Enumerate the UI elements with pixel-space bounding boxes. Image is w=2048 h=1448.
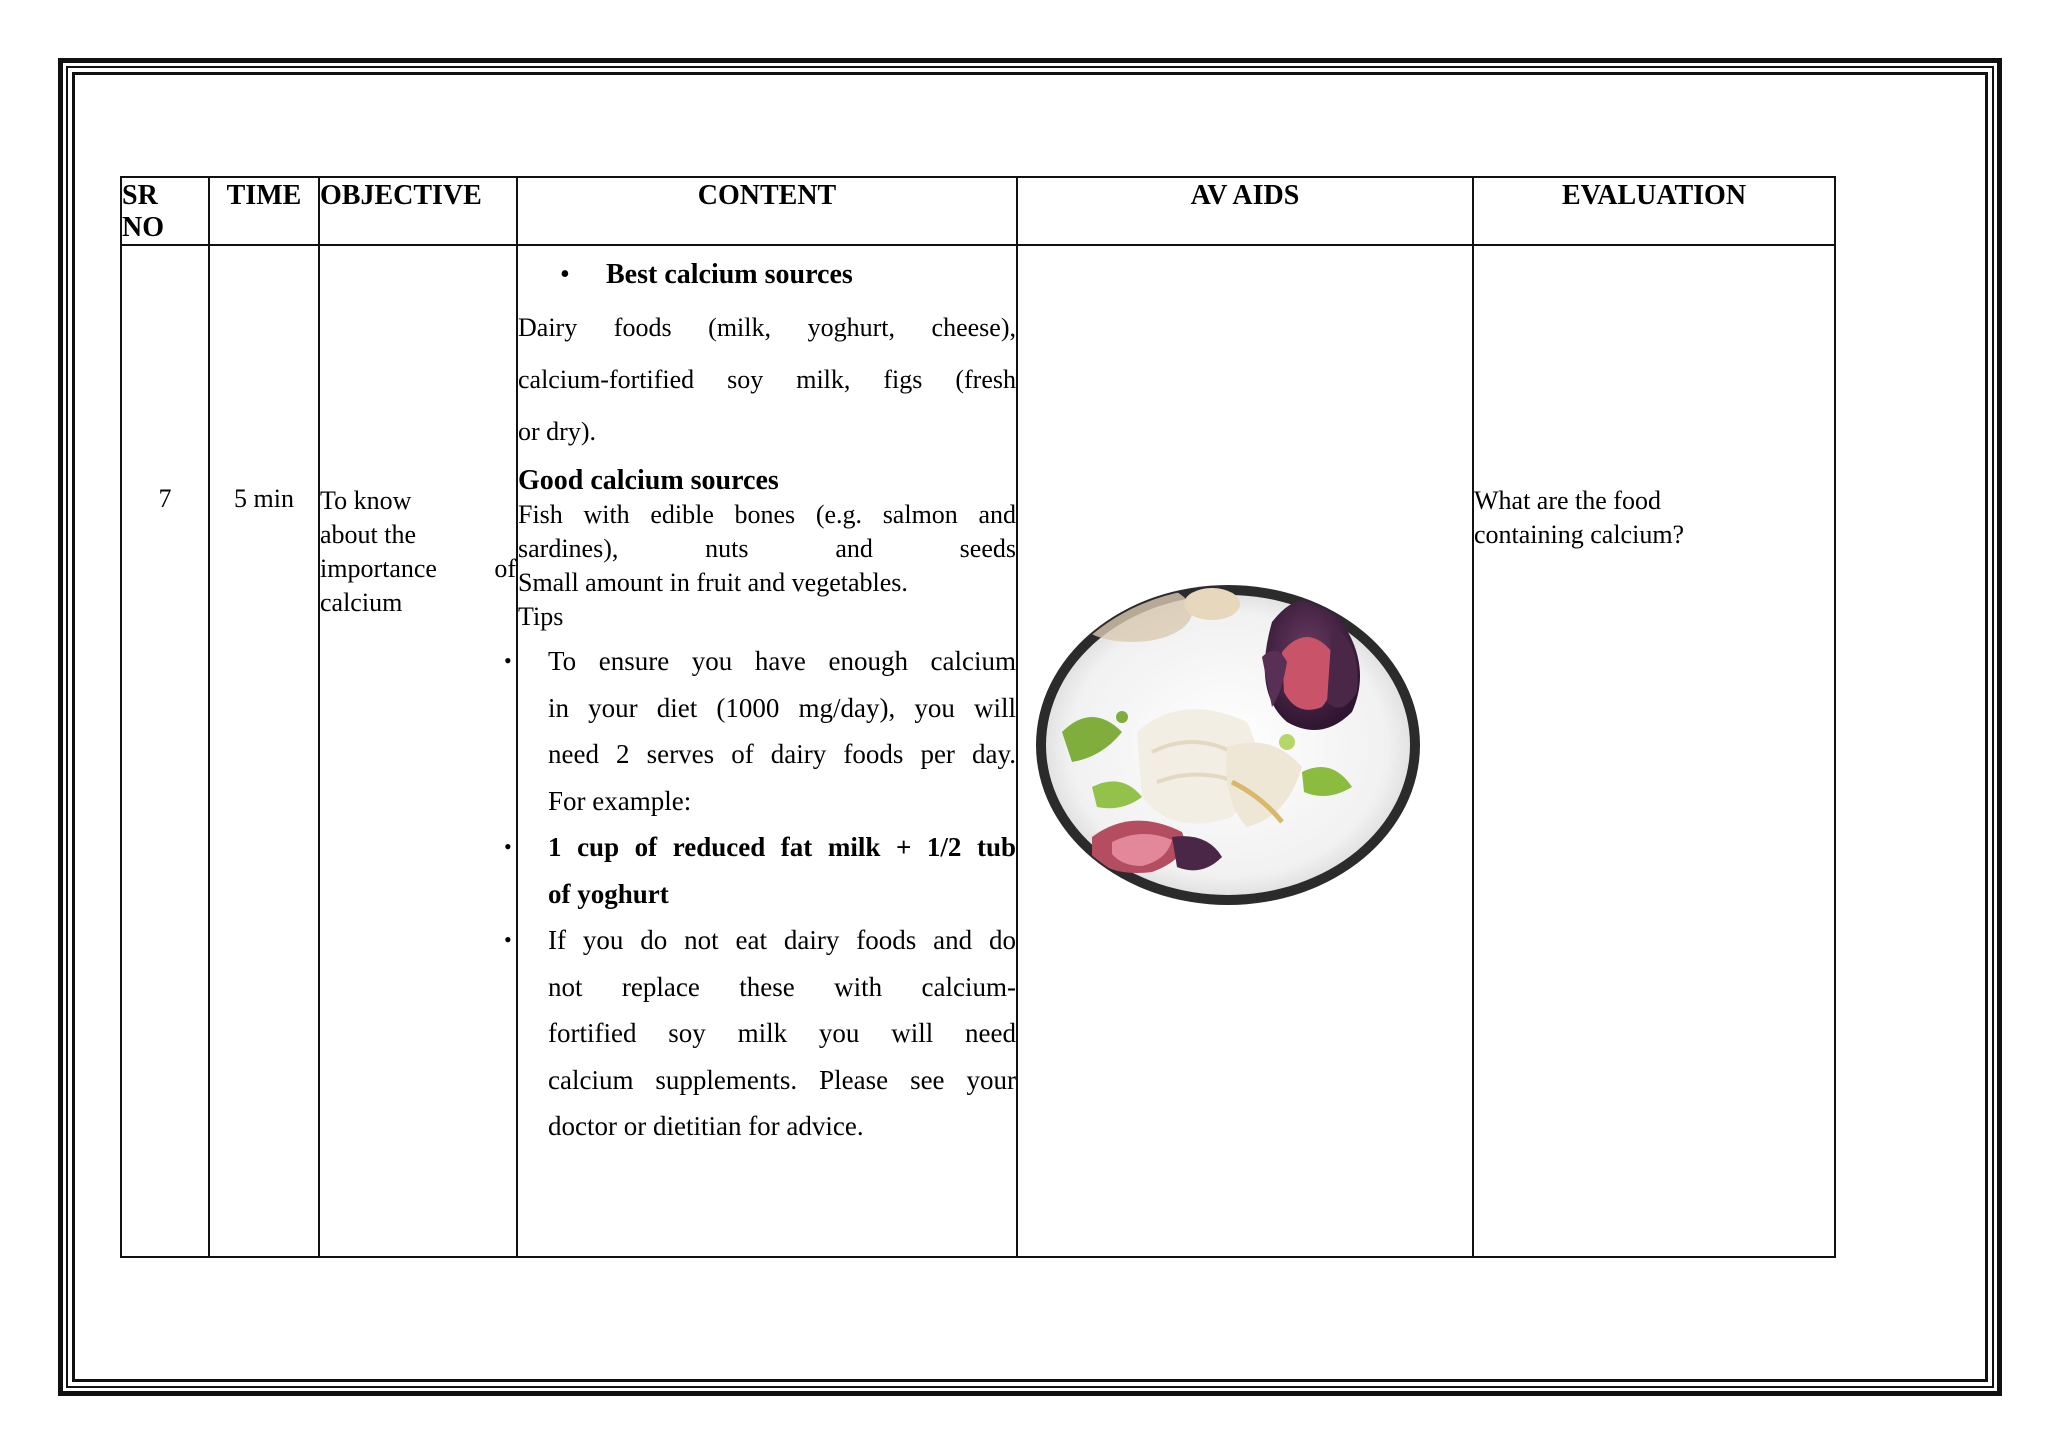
header-sr-no: SR NO <box>121 177 209 245</box>
tips-list <box>504 638 1016 1150</box>
list-item: • If you do not eat dairy foods and do not replace these with calcium- fortified soy milk you will need calcium supplements. Please see your doctor or dietitian for advice. <box>518 917 1016 1150</box>
bullet-icon: • <box>504 834 512 859</box>
tips-label: Tips <box>518 602 564 631</box>
evaluation-cell <box>1473 245 1835 1257</box>
bullet-icon: • <box>504 927 512 952</box>
header-av-aids: AV AIDS <box>1017 177 1473 245</box>
table-row <box>121 245 1835 1257</box>
header-objective: OBJECTIVE <box>319 177 517 245</box>
good-sources-text: Fish with edible bones (e.g. salmon and sardines), nuts and seeds Small amount in fruit and vegetables. Tips <box>518 498 1016 634</box>
fig-plate-image <box>1032 582 1424 908</box>
bullet-icon: • <box>560 259 570 290</box>
best-sources-text: Dairy foods (milk, yoghurt, cheese), calcium-fortified soy milk, figs (fresh or dry). <box>518 313 1016 446</box>
header-evaluation: EVALUATION <box>1473 177 1835 245</box>
bullet-icon: • <box>504 648 512 673</box>
list-item: • 1 cup of reduced fat milk + 1/2 tub of yoghurt <box>518 824 1016 917</box>
lesson-plan-table <box>120 176 1836 1258</box>
header-content: CONTENT <box>517 177 1017 245</box>
objective-cell <box>319 245 517 1257</box>
av-aids-cell <box>1017 245 1473 1257</box>
list-item: • To ensure you have enough calcium in your diet (1000 mg/day), you will need 2 serves of dairy foods per day. For example: <box>518 638 1016 824</box>
evaluation-line: containing calcium? <box>1474 520 1685 549</box>
evaluation-line: What are the food <box>1474 486 1661 515</box>
objective-line: calcium <box>320 588 403 617</box>
header-time: TIME <box>209 177 319 245</box>
time-cell: 5 min <box>209 245 319 1257</box>
good-sources-heading: Good calcium sources <box>518 465 779 496</box>
objective-line: about the <box>320 520 417 549</box>
content-cell <box>504 245 1017 1257</box>
objective-line: To know <box>320 486 412 515</box>
sr-no-cell: 7 <box>121 245 209 1257</box>
objective-line: importance of <box>320 554 516 583</box>
header-row <box>121 177 1835 245</box>
best-sources-heading: • Best calcium sources <box>560 259 853 290</box>
